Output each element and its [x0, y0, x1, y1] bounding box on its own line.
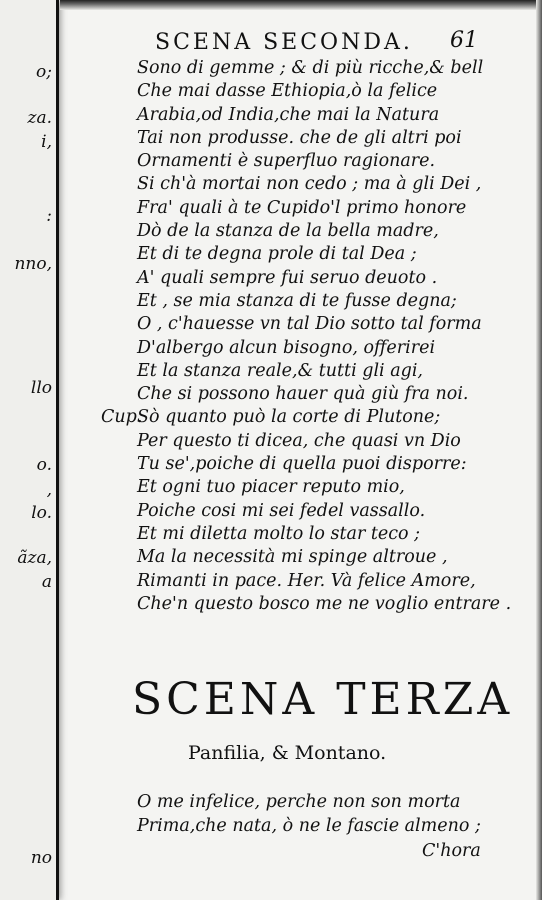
scene-heading: SCENA TERZA	[132, 674, 514, 725]
verse-text: Ma la necessità mi spinge altroue ,	[137, 547, 448, 568]
verse-text: Per questo ti dicea, che quasi vn Dio	[137, 430, 461, 451]
verse-text: Che si possono hauer quà giù fra noi.	[137, 384, 469, 405]
verse-text: D'albergo alcun bisogno, offerirei	[137, 337, 436, 358]
verse-text: Fra' quali à te Cupido'l primo honore	[137, 197, 467, 218]
verse-line	[137, 173, 511, 196]
verse-text: Et ogni tuo piacer reputo mio,	[137, 477, 405, 498]
facing-page-fragment: nno,	[14, 254, 52, 274]
page-number: 61	[450, 28, 478, 53]
verse-line	[137, 80, 511, 103]
facing-page-fragment: a	[41, 572, 52, 592]
page-right-shadow	[536, 0, 542, 900]
character-list: Panfilia, & Montano.	[188, 742, 387, 764]
facing-page-edge	[0, 0, 59, 900]
facing-page-fragment: za.	[27, 108, 52, 128]
facing-page-fragment: llo	[30, 378, 52, 398]
verse-line	[137, 360, 511, 383]
verse-line	[137, 290, 511, 313]
verse-text: Si ch'à mortai non cedo ; ma à gli Dei ,	[137, 174, 482, 195]
verse-line	[137, 243, 511, 266]
facing-page-fragment: i,	[41, 132, 52, 152]
verse-text: O , c'hauesse vn tal Dio sotto tal forma	[137, 314, 482, 335]
verse-line	[137, 337, 511, 360]
facing-page-fragment: lo.	[31, 503, 52, 523]
verse-line	[101, 406, 511, 429]
verse-line	[137, 500, 511, 523]
verse-text: Arabia,od India,che mai la Natura	[137, 104, 440, 125]
facing-page-fragment: ,	[46, 480, 52, 500]
verse-line	[137, 570, 511, 593]
facing-page-fragment: o;	[36, 62, 52, 82]
book-page	[60, 0, 536, 900]
verse-text: Dò de la stanza de la bella madre,	[137, 221, 439, 242]
verse-line: Prima,che nata, ò ne le fascie almeno ;	[137, 816, 481, 836]
verse-text: Sono di gemme ; & di più ricche,& bell	[137, 58, 484, 78]
verse-text: Che'n questo bosco me ne voglio entrare .	[137, 593, 512, 614]
verse-line	[137, 150, 511, 173]
scene-three-verse	[137, 790, 481, 838]
verse-line	[137, 313, 511, 336]
verse-text: Rimanti in pace. Her. Và felice Amore,	[137, 570, 476, 591]
verse-line	[137, 127, 511, 150]
catchword: C'hora	[422, 841, 481, 861]
verse-line	[137, 104, 511, 127]
verse-text: Che mai dasse Ethiopia,ò la felice	[137, 81, 438, 102]
verse-text: Et la stanza reale,& tutti gli agi,	[137, 360, 423, 381]
facing-page-fragment: no	[30, 848, 52, 868]
verse-line	[137, 383, 511, 406]
verse-text: Poiche cosi mi sei fedel vassallo.	[137, 500, 426, 521]
verse-line	[137, 430, 511, 453]
verse-text: Sò quanto può la corte di Plutone;	[137, 407, 441, 428]
verse-text: A' quali sempre fui seruo deuoto .	[137, 267, 438, 288]
verse-text: Tu se',poiche di quella puoi disporre:	[137, 454, 467, 475]
facing-page-fragment: ãza,	[17, 548, 52, 568]
verse-line	[137, 476, 511, 499]
verse-text: Tai non produsse. che de gli altri poi	[137, 127, 462, 148]
verse-line	[137, 546, 511, 569]
verse-line	[137, 453, 511, 476]
running-head: SCENA SECONDA.	[155, 30, 413, 55]
verse-text: Et mi diletta molto lo star teco ;	[137, 523, 421, 544]
facing-page-fragment: o.	[36, 455, 52, 475]
facing-page-fragment: :	[46, 206, 52, 226]
verse-line	[137, 267, 511, 290]
speaker-label: Cup.	[101, 407, 143, 428]
verse-line	[137, 57, 511, 80]
verse-line: O me infelice, perche non son morta	[137, 792, 461, 812]
verse-line	[137, 523, 511, 546]
scene-two-verse	[101, 57, 512, 616]
verse-line	[137, 593, 511, 616]
verse-text: Ornamenti è superfluo ragionare.	[137, 151, 436, 172]
verse-text: Et di te degna prole di tal Dea ;	[137, 244, 417, 265]
verse-line	[137, 220, 511, 243]
verse-text: Et , se mia stanza di te fusse degna;	[137, 290, 457, 311]
verse-line	[137, 197, 511, 220]
